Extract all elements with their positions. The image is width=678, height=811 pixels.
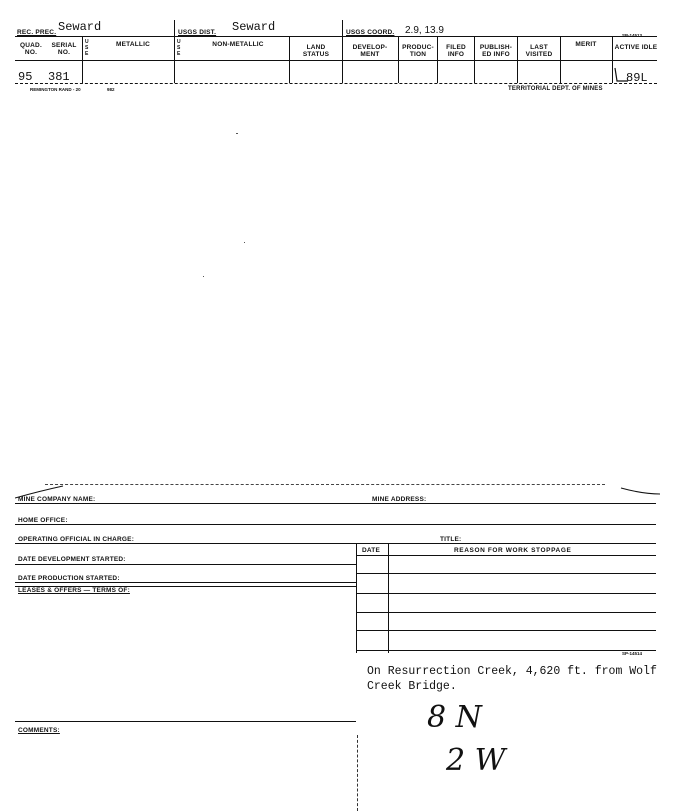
handwritten-2w: 2 W [446,743,506,778]
row-serial-no: 381 [48,70,70,84]
col-sep [174,20,175,83]
top-footer-left: REMINGTON RAND - 20 [30,87,81,92]
form-line [15,524,656,525]
col-sep [560,36,561,83]
reason-header: REASON FOR WORK STOPPAGE [454,547,572,554]
table-line [356,593,656,594]
usgs-coord-label: USGS COORD. [346,29,395,36]
table-date-sep [388,543,389,653]
table-line [356,573,656,574]
table-line [356,630,656,631]
form-line [15,721,356,722]
col-serial-no: SERIAL NO. [51,42,77,56]
col-sep [82,36,83,83]
col-land-status: LAND STATUS [302,44,330,58]
scan-speck [203,276,204,277]
col-quad-no: QUAD. NO. [20,42,42,56]
date-header: DATE [362,547,381,554]
bottom-form-number: SP-14514 [622,651,643,656]
location-note: On Resurrection Creek, 4,620 ft. from Wolf Creek Bridge. [367,665,657,693]
title-label: TITLE: [440,536,462,543]
col-sep [398,36,399,83]
row-active-idle: 89L [626,71,648,85]
col-metallic: METALLIC [116,41,150,48]
rec-prec-label: REC. PREC. [17,29,57,36]
form-line [15,503,656,504]
mine-address-label: MINE ADDRESS: [372,496,427,503]
col-filed-info: FILED INFO [446,44,466,58]
top-footer-right: TERRITORIAL DEPT. OF MINES [508,86,603,92]
usgs-dist-value: Seward [232,20,276,34]
col-merit: MERIT [575,41,597,48]
table-line [356,612,656,613]
card-curve-marks [15,482,675,500]
table-line [356,555,656,556]
col-sep [474,36,475,83]
scan-speck [236,133,238,134]
rec-prec-value: Seward [58,20,102,34]
form-line [15,582,356,583]
top-footer-code: 982 [107,87,115,92]
col-non-metallic: NON-METALLIC [212,41,264,48]
col-use-metallic: U S E [85,39,89,57]
col-sep [289,36,290,83]
col-development: DEVELOP- MENT [352,44,388,58]
col-published-info: PUBLISH- ED INFO [479,44,513,58]
form-line [15,564,356,565]
col-last-visited: LAST VISITED [525,44,553,58]
col-active-idle: ACTIVE IDLE [614,44,658,51]
date-development-label: DATE DEVELOPMENT STARTED: [18,556,126,563]
row-bottom-line [15,83,657,84]
comments-divider [357,735,358,811]
table-line [356,650,656,651]
operating-official-label: OPERATING OFFICIAL IN CHARGE: [18,536,135,543]
col-use-nonmetallic: U S E [177,39,181,57]
top-form-number: SP-14513 [622,33,643,38]
row-quad-no: 95 [18,70,33,84]
form-line [15,543,656,544]
col-sep [517,36,518,83]
usgs-coord-value: 2.9, 13.9 [405,25,444,36]
col-sep [437,36,438,83]
pen-mark-icon [612,66,630,84]
scan-speck [244,242,245,243]
comments-label: COMMENTS: [18,727,60,734]
home-office-label: HOME OFFICE: [18,517,68,524]
usgs-dist-label: USGS DIST. [178,29,217,36]
table-left [356,543,357,653]
col-production: PRODUC- TION [402,44,434,58]
leases-label: LEASES & OFFERS — TERMS OF: [18,587,130,594]
date-production-label: DATE PRODUCTION STARTED: [18,575,120,582]
col-sep [342,20,343,83]
mine-company-name-label: MINE COMPANY NAME: [18,496,96,503]
handwritten-8n: 8 N [427,700,482,735]
